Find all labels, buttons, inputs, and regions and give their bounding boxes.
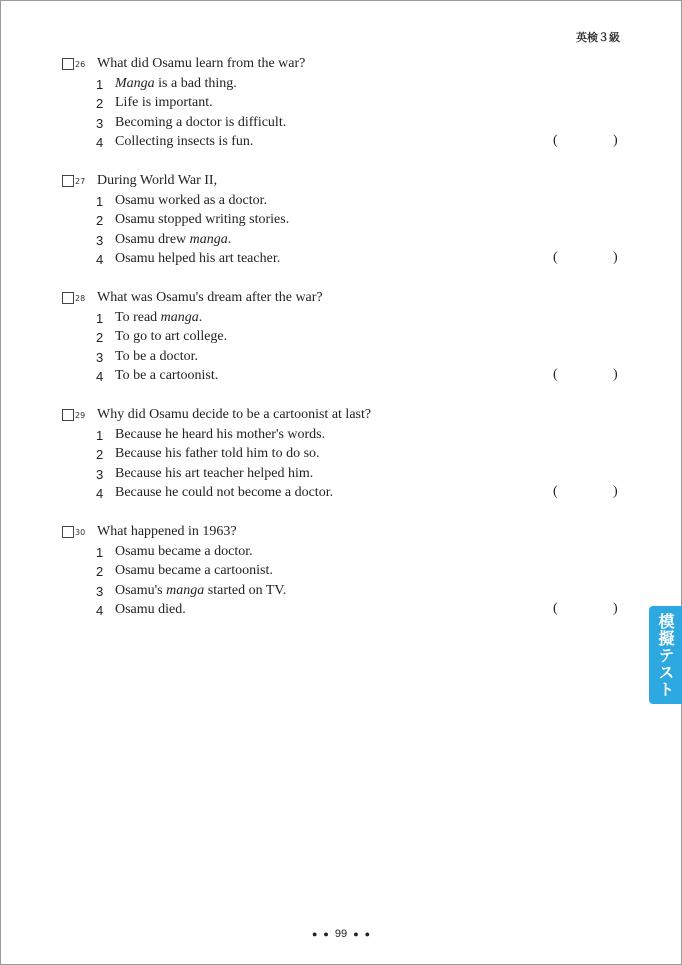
choice-text <box>115 368 218 384</box>
question-line <box>62 171 217 191</box>
checkbox-icon[interactable] <box>62 58 74 70</box>
choice-number: 1 <box>96 76 104 92</box>
answer-choice <box>96 347 198 367</box>
choice-text-part: Osamu's <box>115 583 167 598</box>
answer-choice <box>96 444 320 464</box>
choice-text <box>115 134 253 150</box>
choice-text-part: . <box>198 310 203 325</box>
side-tab-label: 模擬テスト <box>656 612 675 698</box>
answer-choice <box>96 93 213 113</box>
choice-text <box>115 602 186 618</box>
answer-choice <box>96 600 186 620</box>
answer-choice <box>96 308 202 328</box>
choice-text-part: To be a cartoonist. <box>115 368 219 383</box>
choice-text <box>115 212 289 228</box>
answer-blank-close: ) <box>613 601 618 616</box>
question-number: 29 <box>75 410 86 420</box>
choice-text <box>115 95 213 111</box>
choice-text-part: Collecting insects is fun. <box>115 134 254 149</box>
answer-choice <box>96 483 333 503</box>
choice-number: 1 <box>96 544 104 560</box>
checkbox-icon[interactable] <box>62 526 74 538</box>
choice-text-part: started on TV. <box>204 583 287 598</box>
choice-text-part: To go to art college. <box>115 329 228 344</box>
question-text: What did Osamu learn from the war? <box>97 56 306 71</box>
footer-dot-icon: ● <box>311 929 318 939</box>
choice-text-part: Osamu died. <box>115 602 186 617</box>
question-block <box>0 288 682 388</box>
choice-text <box>115 427 325 443</box>
answer-choice <box>96 366 218 386</box>
choice-text <box>115 466 313 482</box>
answer-choice <box>96 74 237 94</box>
choice-number: 3 <box>96 115 104 131</box>
choice-number: 4 <box>96 602 104 618</box>
question-text: What was Osamu's dream after the war? <box>97 290 323 305</box>
choice-number: 3 <box>96 466 104 482</box>
question-text: During World War II, <box>97 173 218 188</box>
choice-text-emphasis: manga <box>166 583 205 598</box>
choice-number: 3 <box>96 232 104 248</box>
question-line <box>62 405 371 425</box>
answer-choice <box>96 230 231 250</box>
header-label: 英検３級 <box>576 31 620 44</box>
page-footer <box>0 928 682 940</box>
answer-choice <box>96 249 280 269</box>
choice-text <box>115 329 227 345</box>
choice-text <box>115 193 267 209</box>
choice-number: 1 <box>96 193 104 209</box>
choice-number: 2 <box>96 212 104 228</box>
side-tab[interactable] <box>649 606 682 704</box>
footer-dot-icon: ● <box>353 929 359 939</box>
question-number: 26 <box>75 59 86 69</box>
answer-choice <box>96 132 253 152</box>
choice-text-part: is a bad thing. <box>154 76 237 91</box>
choice-number: 2 <box>96 329 104 345</box>
answer-choice <box>96 113 286 133</box>
footer-dot-icon: ● <box>364 929 371 939</box>
choice-text <box>115 563 273 579</box>
choice-text <box>115 115 286 131</box>
answer-blank-close: ) <box>613 133 618 148</box>
answer-blank-open[interactable]: ( <box>553 484 558 499</box>
choice-text <box>115 251 280 267</box>
choice-number: 2 <box>96 95 104 111</box>
choice-text-part: Osamu became a cartoonist. <box>115 563 273 578</box>
choice-number: 3 <box>96 583 104 599</box>
choice-text-part: Life is important. <box>115 95 213 110</box>
choice-text <box>115 349 198 365</box>
question-number: 30 <box>75 527 86 537</box>
choice-text <box>115 232 231 248</box>
question-number: 27 <box>75 176 86 186</box>
choice-text-part: . <box>227 232 232 247</box>
choice-text-part: Osamu became a doctor. <box>115 544 253 559</box>
question-text: What happened in 1963? <box>97 524 237 539</box>
choice-text-emphasis: manga <box>189 232 228 247</box>
answer-blank-open[interactable]: ( <box>553 133 558 148</box>
question-block <box>0 171 682 271</box>
choice-text-part: Osamu drew <box>115 232 190 247</box>
answer-blank-close: ) <box>613 484 618 499</box>
choice-text-emphasis: manga <box>160 310 199 325</box>
choice-number: 4 <box>96 368 104 384</box>
choice-text-part: Because he heard his mother's words. <box>115 427 326 442</box>
question-block <box>0 54 682 154</box>
choice-text-part: Because he could not become a doctor. <box>115 485 334 500</box>
choice-text-part: Osamu worked as a doctor. <box>115 193 268 208</box>
choice-number: 4 <box>96 134 104 150</box>
choice-number: 4 <box>96 251 104 267</box>
choice-text-part: Osamu stopped writing stories. <box>115 212 290 227</box>
answer-blank-open[interactable]: ( <box>553 250 558 265</box>
question-block <box>0 405 682 505</box>
choice-number: 2 <box>96 563 104 579</box>
choice-text <box>115 446 320 462</box>
answer-blank-close: ) <box>613 250 618 265</box>
question-number: 28 <box>75 293 86 303</box>
choice-number: 1 <box>96 310 104 326</box>
choice-number: 2 <box>96 446 104 462</box>
footer-dot-icon: ● <box>323 929 329 939</box>
answer-choice <box>96 327 227 347</box>
answer-choice <box>96 210 289 230</box>
answer-blank-close: ) <box>613 367 618 382</box>
checkbox-icon[interactable] <box>62 175 74 187</box>
page-number: 99 <box>334 928 348 940</box>
choice-number: 4 <box>96 485 104 501</box>
answer-choice <box>96 561 273 581</box>
choice-text <box>115 76 237 92</box>
choice-text-part: Becoming a doctor is difficult. <box>115 115 287 130</box>
choice-text-part: Because his father told him to do so. <box>115 446 320 461</box>
answer-choice <box>96 581 286 601</box>
choice-number: 3 <box>96 349 104 365</box>
choice-text-part: To read <box>115 310 161 325</box>
answer-choice <box>96 191 267 211</box>
question-line <box>62 522 237 542</box>
question-line <box>62 288 323 308</box>
question-text: Why did Osamu decide to be a cartoonist at last? <box>97 407 372 422</box>
question-block <box>0 522 682 622</box>
choice-text-part: Because his art teacher helped him. <box>115 466 314 481</box>
choice-text-emphasis: Manga <box>115 76 155 91</box>
choice-text-part: To be a doctor. <box>115 349 198 364</box>
answer-blank-open[interactable]: ( <box>553 601 558 616</box>
choice-text <box>115 544 253 560</box>
question-line <box>62 54 305 74</box>
checkbox-icon[interactable] <box>62 292 74 304</box>
choice-text <box>115 485 333 501</box>
checkbox-icon[interactable] <box>62 409 74 421</box>
answer-blank-open[interactable]: ( <box>553 367 558 382</box>
answer-choice <box>96 425 325 445</box>
choice-number: 1 <box>96 427 104 443</box>
choice-text-part: Osamu helped his art teacher. <box>115 251 281 266</box>
choice-text <box>115 583 286 599</box>
answer-choice <box>96 542 253 562</box>
choice-text <box>115 310 202 326</box>
answer-choice <box>96 464 313 484</box>
